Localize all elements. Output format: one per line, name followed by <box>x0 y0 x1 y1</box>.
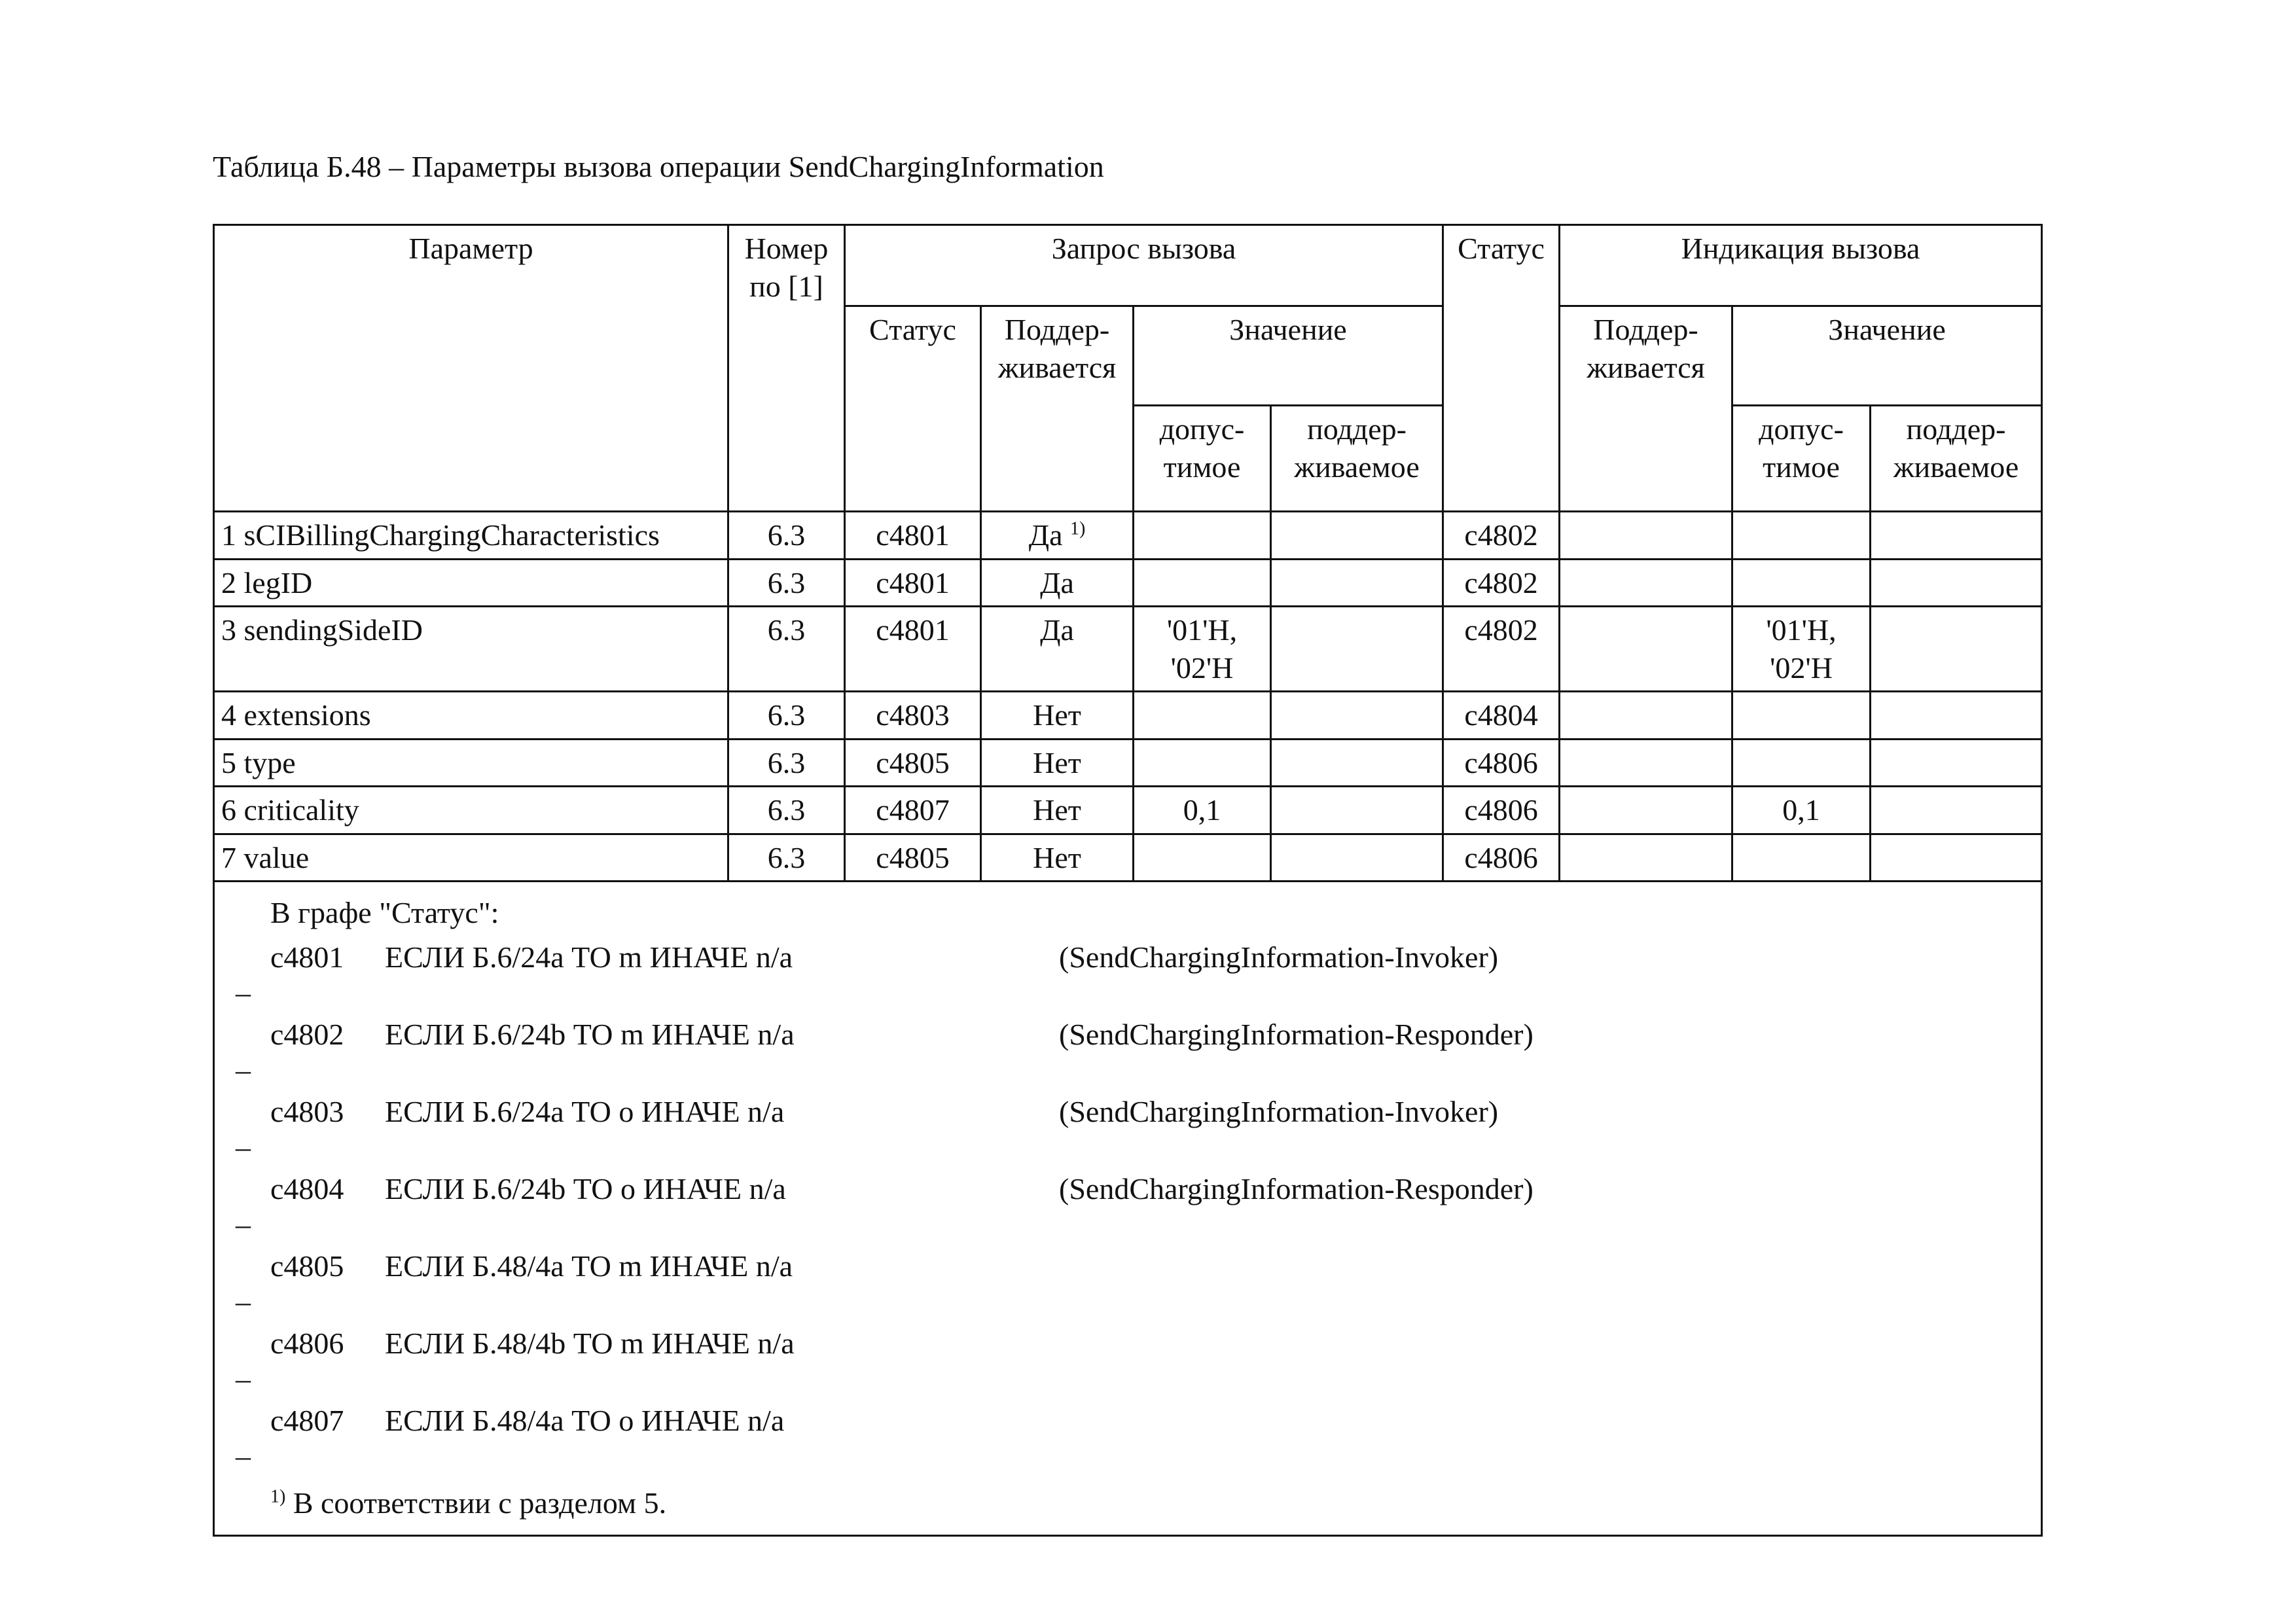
req-supported-cell-text: Да <box>1040 565 1074 599</box>
header-req-status: Статус <box>845 306 981 512</box>
header-req-allowed: допус-тимое <box>1134 406 1271 512</box>
table-row <box>214 787 2042 834</box>
ind-status-cell-text: c4806 <box>1464 793 1538 827</box>
notes-title: В графе "Статус": <box>270 896 499 929</box>
note-code: c4801 <box>270 940 344 974</box>
parameters-table-wrap <box>213 224 2041 1537</box>
status-note <box>215 1009 2041 1086</box>
ind-allowed-cell <box>1732 787 1871 834</box>
note-condition: ЕСЛИ Б.6/24b ТО m ИНАЧЕ n/a <box>385 1017 795 1051</box>
ind-supported-cell <box>1560 692 1732 740</box>
param-cell <box>214 559 728 607</box>
number-cell-text: 6.3 <box>767 745 806 779</box>
note-dash: – <box>236 975 251 1009</box>
note-condition: ЕСЛИ Б.6/24b ТО o ИНАЧЕ n/a <box>385 1171 786 1205</box>
req-supported-cell <box>981 512 1134 560</box>
req-supported-value-cell <box>1271 512 1443 560</box>
req-supported-cell <box>981 787 1134 834</box>
status-note <box>215 1164 2041 1241</box>
ind-status-cell-text: c4806 <box>1464 840 1538 874</box>
req-supported-cell-text: Нет <box>1033 698 1081 732</box>
ind-status-cell <box>1443 607 1560 692</box>
status-note <box>215 1241 2041 1318</box>
req-supported-cell <box>981 559 1134 607</box>
ind-allowed-cell <box>1732 834 1871 882</box>
ind-status-cell <box>1443 834 1560 882</box>
req-status-cell-text: c4801 <box>876 565 950 599</box>
ind-allowed-cell <box>1732 607 1871 692</box>
number-cell-text: 6.3 <box>767 793 806 827</box>
ind-allowed-cell <box>1732 692 1871 740</box>
req-allowed-cell-text: 0,1 <box>1183 793 1221 827</box>
ind-supported-value-cell <box>1871 739 2042 787</box>
note-reference: (SendChargingInformation-Responder) <box>1059 1171 1534 1205</box>
req-supported-cell <box>981 607 1134 692</box>
note-code: c4805 <box>270 1249 344 1283</box>
note-reference: (SendChargingInformation-Responder) <box>1059 1017 1534 1051</box>
param-cell-text: 6 criticality <box>221 793 359 827</box>
req-supported-value-cell <box>1271 834 1443 882</box>
param-cell-text: 5 type <box>221 745 296 779</box>
header-req-supp-val: поддер-живаемое <box>1271 406 1443 512</box>
note-dash: – <box>236 1284 251 1318</box>
ind-supported-cell <box>1560 512 1732 560</box>
number-cell-text: 6.3 <box>767 840 806 874</box>
header-indication: Индикация вызова <box>1560 225 2042 306</box>
footnote-text: В соответствии с разделом 5. <box>293 1486 667 1520</box>
req-supported-cell-text: Да <box>1028 518 1063 552</box>
table-row <box>214 559 2042 607</box>
status-note <box>215 1395 2041 1472</box>
ind-supported-cell <box>1560 607 1732 692</box>
req-status-cell <box>845 559 981 607</box>
note-code: c4803 <box>270 1094 344 1128</box>
note-reference: (SendChargingInformation-Invoker) <box>1059 1094 1499 1128</box>
table-row <box>214 607 2042 692</box>
table-row <box>214 512 2042 560</box>
req-allowed-cell <box>1134 607 1271 692</box>
header-ind-value: Значение <box>1732 306 2042 406</box>
req-supported-value-cell <box>1271 559 1443 607</box>
param-cell <box>214 512 728 560</box>
footnote-ref: 1) <box>1069 518 1086 539</box>
table-row <box>214 834 2042 882</box>
ind-status-cell <box>1443 739 1560 787</box>
req-status-cell <box>845 692 981 740</box>
req-supported-cell-text: Нет <box>1033 745 1081 779</box>
header-req-supported: Поддер-живается <box>981 306 1134 512</box>
table-caption: Таблица Б.48 – Параметры вызова операции SendChargingInformation <box>213 150 1104 183</box>
status-note <box>215 1086 2041 1164</box>
number-cell-text: 6.3 <box>767 613 806 647</box>
note-condition: ЕСЛИ Б.6/24a ТО m ИНАЧЕ n/a <box>385 940 793 974</box>
note-condition: ЕСЛИ Б.6/24a ТО o ИНАЧЕ n/a <box>385 1094 785 1128</box>
req-status-cell-text: c4801 <box>876 518 950 552</box>
ind-allowed-cell-text: 0,1 <box>1782 793 1820 827</box>
req-allowed-cell <box>1134 787 1271 834</box>
note-condition: ЕСЛИ Б.48/4a ТО m ИНАЧЕ n/a <box>385 1249 793 1283</box>
status-notes <box>214 882 2042 1536</box>
req-allowed-cell <box>1134 512 1271 560</box>
req-supported-cell <box>981 692 1134 740</box>
number-cell <box>728 787 845 834</box>
header-param: Параметр <box>214 225 728 512</box>
note-dash: – <box>236 1207 251 1241</box>
param-cell-text: 7 value <box>221 840 310 874</box>
req-status-cell-text: c4805 <box>876 840 950 874</box>
req-supported-cell <box>981 834 1134 882</box>
ind-allowed-cell <box>1732 512 1871 560</box>
req-status-cell <box>845 787 981 834</box>
req-status-cell <box>845 512 981 560</box>
req-supported-cell <box>981 739 1134 787</box>
ind-status-cell <box>1443 787 1560 834</box>
param-cell <box>214 692 728 740</box>
req-status-cell <box>845 739 981 787</box>
table-row <box>214 739 2042 787</box>
note-reference: (SendChargingInformation-Invoker) <box>1059 940 1499 974</box>
ind-status-cell-text: c4802 <box>1464 613 1538 647</box>
note-code: c4802 <box>270 1017 344 1051</box>
note-dash: – <box>236 1130 251 1164</box>
ind-supported-value-cell <box>1871 512 2042 560</box>
ind-status-cell <box>1443 692 1560 740</box>
req-supported-cell-text: Нет <box>1033 840 1081 874</box>
note-condition: ЕСЛИ Б.48/4b ТО m ИНАЧЕ n/a <box>385 1326 795 1360</box>
header-req-value: Значение <box>1134 306 1443 406</box>
req-supported-cell-text: Нет <box>1033 793 1081 827</box>
ind-supported-value-cell <box>1871 559 2042 607</box>
param-cell-text: 3 sendingSideID <box>221 613 423 647</box>
param-cell <box>214 834 728 882</box>
req-supported-value-cell <box>1271 787 1443 834</box>
ind-status-cell <box>1443 512 1560 560</box>
req-supported-value-cell <box>1271 607 1443 692</box>
number-cell-text: 6.3 <box>767 565 806 599</box>
ind-supported-value-cell <box>1871 787 2042 834</box>
ind-allowed-cell <box>1732 559 1871 607</box>
status-note <box>215 932 2041 1009</box>
ind-status-cell-text: c4804 <box>1464 698 1538 732</box>
param-cell-text: 2 legID <box>221 565 313 599</box>
param-cell <box>214 739 728 787</box>
req-allowed-cell <box>1134 739 1271 787</box>
req-status-cell <box>845 607 981 692</box>
parameters-table <box>213 224 2043 1537</box>
req-allowed-cell <box>1134 834 1271 882</box>
ind-supported-cell <box>1560 787 1732 834</box>
header-request: Запрос вызова <box>845 225 1443 306</box>
note-condition: ЕСЛИ Б.48/4a ТО o ИНАЧЕ n/a <box>385 1403 785 1437</box>
number-cell <box>728 607 845 692</box>
param-cell-text: 4 extensions <box>221 698 371 732</box>
note-dash: – <box>236 1052 251 1086</box>
header-ind-allowed: допус-тимое <box>1732 406 1871 512</box>
req-status-cell-text: c4807 <box>876 793 950 827</box>
header-ind-supported: Поддер-живается <box>1560 306 1732 512</box>
req-status-cell-text: c4803 <box>876 698 950 732</box>
number-cell <box>728 692 845 740</box>
footnote <box>215 1484 2041 1522</box>
req-status-cell-text: c4801 <box>876 613 950 647</box>
number-cell <box>728 512 845 560</box>
number-cell-text: 6.3 <box>767 518 806 552</box>
note-code: c4804 <box>270 1171 344 1205</box>
ind-supported-cell <box>1560 834 1732 882</box>
number-cell <box>728 559 845 607</box>
ind-status-cell-text: c4802 <box>1464 565 1538 599</box>
header-ind-supp-val: поддер-живаемое <box>1871 406 2042 512</box>
note-dash: – <box>236 1361 251 1395</box>
req-allowed-cell <box>1134 559 1271 607</box>
header-ind-status: Статус <box>1443 225 1560 512</box>
number-cell-text: 6.3 <box>767 698 806 732</box>
ind-supported-value-cell <box>1871 834 2042 882</box>
ind-allowed-cell <box>1732 739 1871 787</box>
note-dash: – <box>236 1438 251 1472</box>
param-cell-text: 1 sCIBillingChargingCharacteristics <box>221 518 660 552</box>
ind-status-cell <box>1443 559 1560 607</box>
ind-supported-cell <box>1560 739 1732 787</box>
note-code: c4806 <box>270 1326 344 1360</box>
req-supported-value-cell <box>1271 692 1443 740</box>
number-cell <box>728 739 845 787</box>
param-cell <box>214 607 728 692</box>
note-code: c4807 <box>270 1403 344 1437</box>
req-allowed-cell-text: '01'H, '02'H <box>1166 613 1238 685</box>
ind-status-cell-text: c4802 <box>1464 518 1538 552</box>
req-status-cell <box>845 834 981 882</box>
footnote-mark: 1) <box>270 1486 286 1507</box>
number-cell <box>728 834 845 882</box>
ind-status-cell-text: c4806 <box>1464 745 1538 779</box>
status-note <box>215 1318 2041 1395</box>
ind-allowed-cell-text: '01'H, '02'H <box>1766 613 1837 685</box>
ind-supported-value-cell <box>1871 607 2042 692</box>
param-cell <box>214 787 728 834</box>
ind-supported-value-cell <box>1871 692 2042 740</box>
header-number: Номер по [1] <box>728 225 845 512</box>
req-supported-cell-text: Да <box>1040 613 1074 647</box>
req-supported-value-cell <box>1271 739 1443 787</box>
ind-supported-cell <box>1560 559 1732 607</box>
table-row <box>214 692 2042 740</box>
req-allowed-cell <box>1134 692 1271 740</box>
req-status-cell-text: c4805 <box>876 745 950 779</box>
